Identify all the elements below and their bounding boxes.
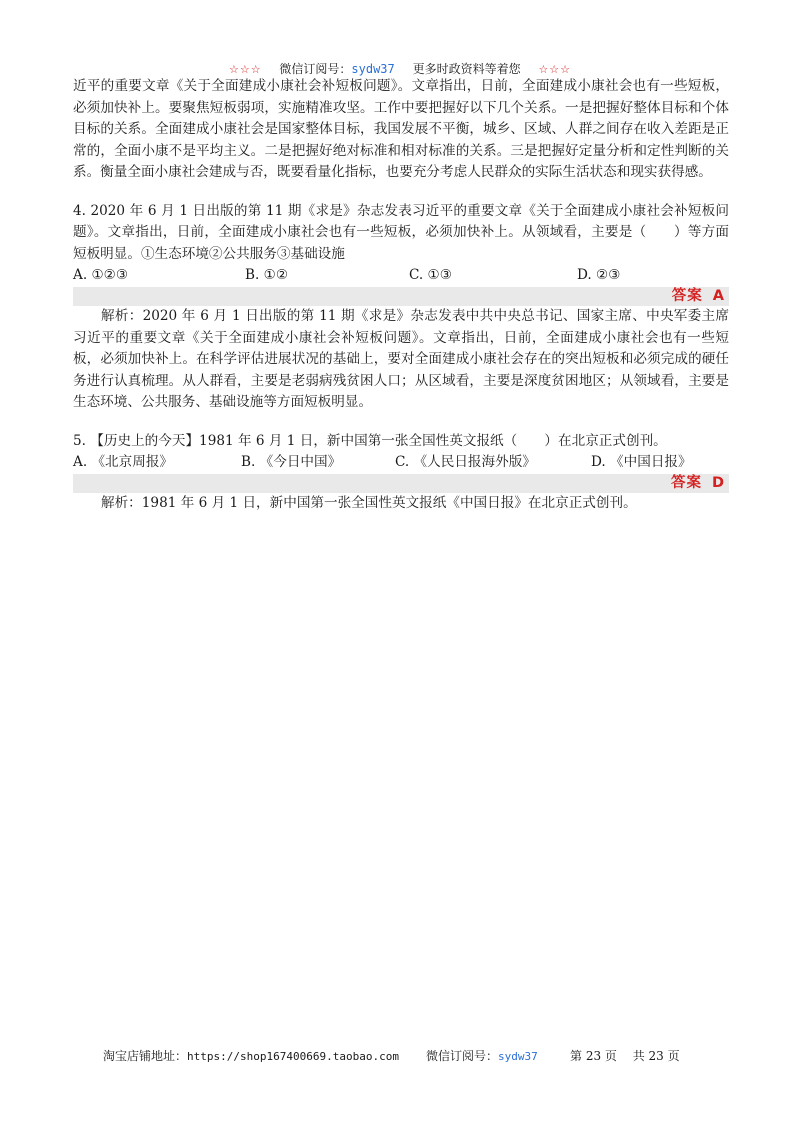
answer-display bbox=[671, 474, 725, 493]
option-b: B. ①② bbox=[245, 267, 289, 283]
option-list bbox=[73, 265, 729, 286]
option-d: D. ②③ bbox=[577, 267, 621, 283]
question-4 bbox=[73, 201, 729, 414]
footer-subscribe bbox=[426, 1048, 538, 1065]
footer-shop-url[interactable]: https://shop167400669.taobao.com bbox=[187, 1050, 399, 1063]
question-stem: 5. 【历史上的今天】1981 年 6 月 1 日，新中国第一张全国性英文报纸（ ）在北京正式创刊。 bbox=[73, 432, 667, 449]
header-stars-right: ☆☆☆ bbox=[538, 63, 572, 76]
page-content bbox=[73, 76, 729, 515]
question-stem: 4. 2020 年 6 月 1 日出版的第 11 期《求是》杂志发表习近平的重要文章《关于全面建成小康社会补短板问题》。文章指出，日前，全面建成小康社会也有一些短板，必须加快补上。从领域看，主要是（ ）等方面短板明显。①生态环境②公共服务③基础设施 bbox=[73, 202, 729, 262]
footer-page-info: 第 23 页 共 23 页 bbox=[570, 1049, 680, 1063]
footer-subscribe-label: 微信订阅号： bbox=[426, 1049, 499, 1063]
option-d: D. 《中国日报》 bbox=[591, 454, 692, 470]
intro-paragraph: 近平的重要文章《关于全面建成小康社会补短板问题》。文章指出，日前，全面建成小康社会也有一些短板，必须加快补上。要聚焦短板弱项，实施精准攻坚。工作中要把握好以下几个关系。一是把握好整体目标和个体目标的关系。全面建成小康社会是国家整体目标，我国发展不平衡，城乡、区域、人群之间存在收入差距是正常的，全面小康不是平均主义。二是把握好绝对标准和相对标准的关系。三是把握好定量分析和定性判断的关系。衡量全面小康社会建成与否，既要看量化指标，也要充分考虑人民群众的实际生活状态和现实获得感。 bbox=[73, 78, 729, 180]
explanation-paragraph: 解析：2020 年 6 月 1 日出版的第 11 期《求是》杂志发表中共中央总书记、国家主席、中央军委主席习近平的重要文章《关于全面建成小康社会补短板问题》。文章指出，日前，全面建成小康社会也有一些短板，必须加快补上。在科学评估进展状况的基础上，要对全面建成小康社会存在的突出短板和必须完成的硬任务进行认真梳理。从人群看，主要是老弱病残贫困人口；从区域看，主要是深度贫困地区；从领域看，主要是生态环境、公共服务、基础设施等方面短板明显。 bbox=[73, 308, 729, 410]
option-b: B. 《今日中国》 bbox=[241, 454, 342, 470]
header-subscribe-label: 微信订阅号： bbox=[279, 62, 352, 76]
header-tagline: 更多时政资料等着您 bbox=[412, 62, 521, 76]
footer-subscribe-id: sydw37 bbox=[498, 1050, 538, 1063]
answer-bar bbox=[73, 474, 729, 493]
question-5 bbox=[73, 431, 729, 515]
answer-bar bbox=[73, 287, 729, 306]
option-c: C. 《人民日报海外版》 bbox=[395, 454, 536, 470]
option-a: A. ①②③ bbox=[73, 267, 129, 283]
option-list bbox=[73, 452, 729, 473]
option-a: A. 《北京周报》 bbox=[73, 454, 174, 470]
header-stars-left: ☆☆☆ bbox=[228, 63, 262, 76]
header-subscribe-id: sydw37 bbox=[351, 62, 395, 76]
option-c: C. ①③ bbox=[409, 267, 452, 283]
answer-label: 答案 bbox=[670, 475, 702, 491]
answer-label: 答案 bbox=[671, 288, 703, 304]
answer-letter: D bbox=[711, 475, 725, 491]
footer-shop bbox=[103, 1048, 399, 1065]
answer-display bbox=[672, 287, 725, 306]
answer-letter: A bbox=[712, 288, 725, 304]
footer-shop-label: 淘宝店铺地址： bbox=[103, 1049, 188, 1063]
explanation-paragraph: 解析：1981 年 6 月 1 日，新中国第一张全国性英文报纸《中国日报》在北京正式创刊。 bbox=[101, 495, 637, 511]
